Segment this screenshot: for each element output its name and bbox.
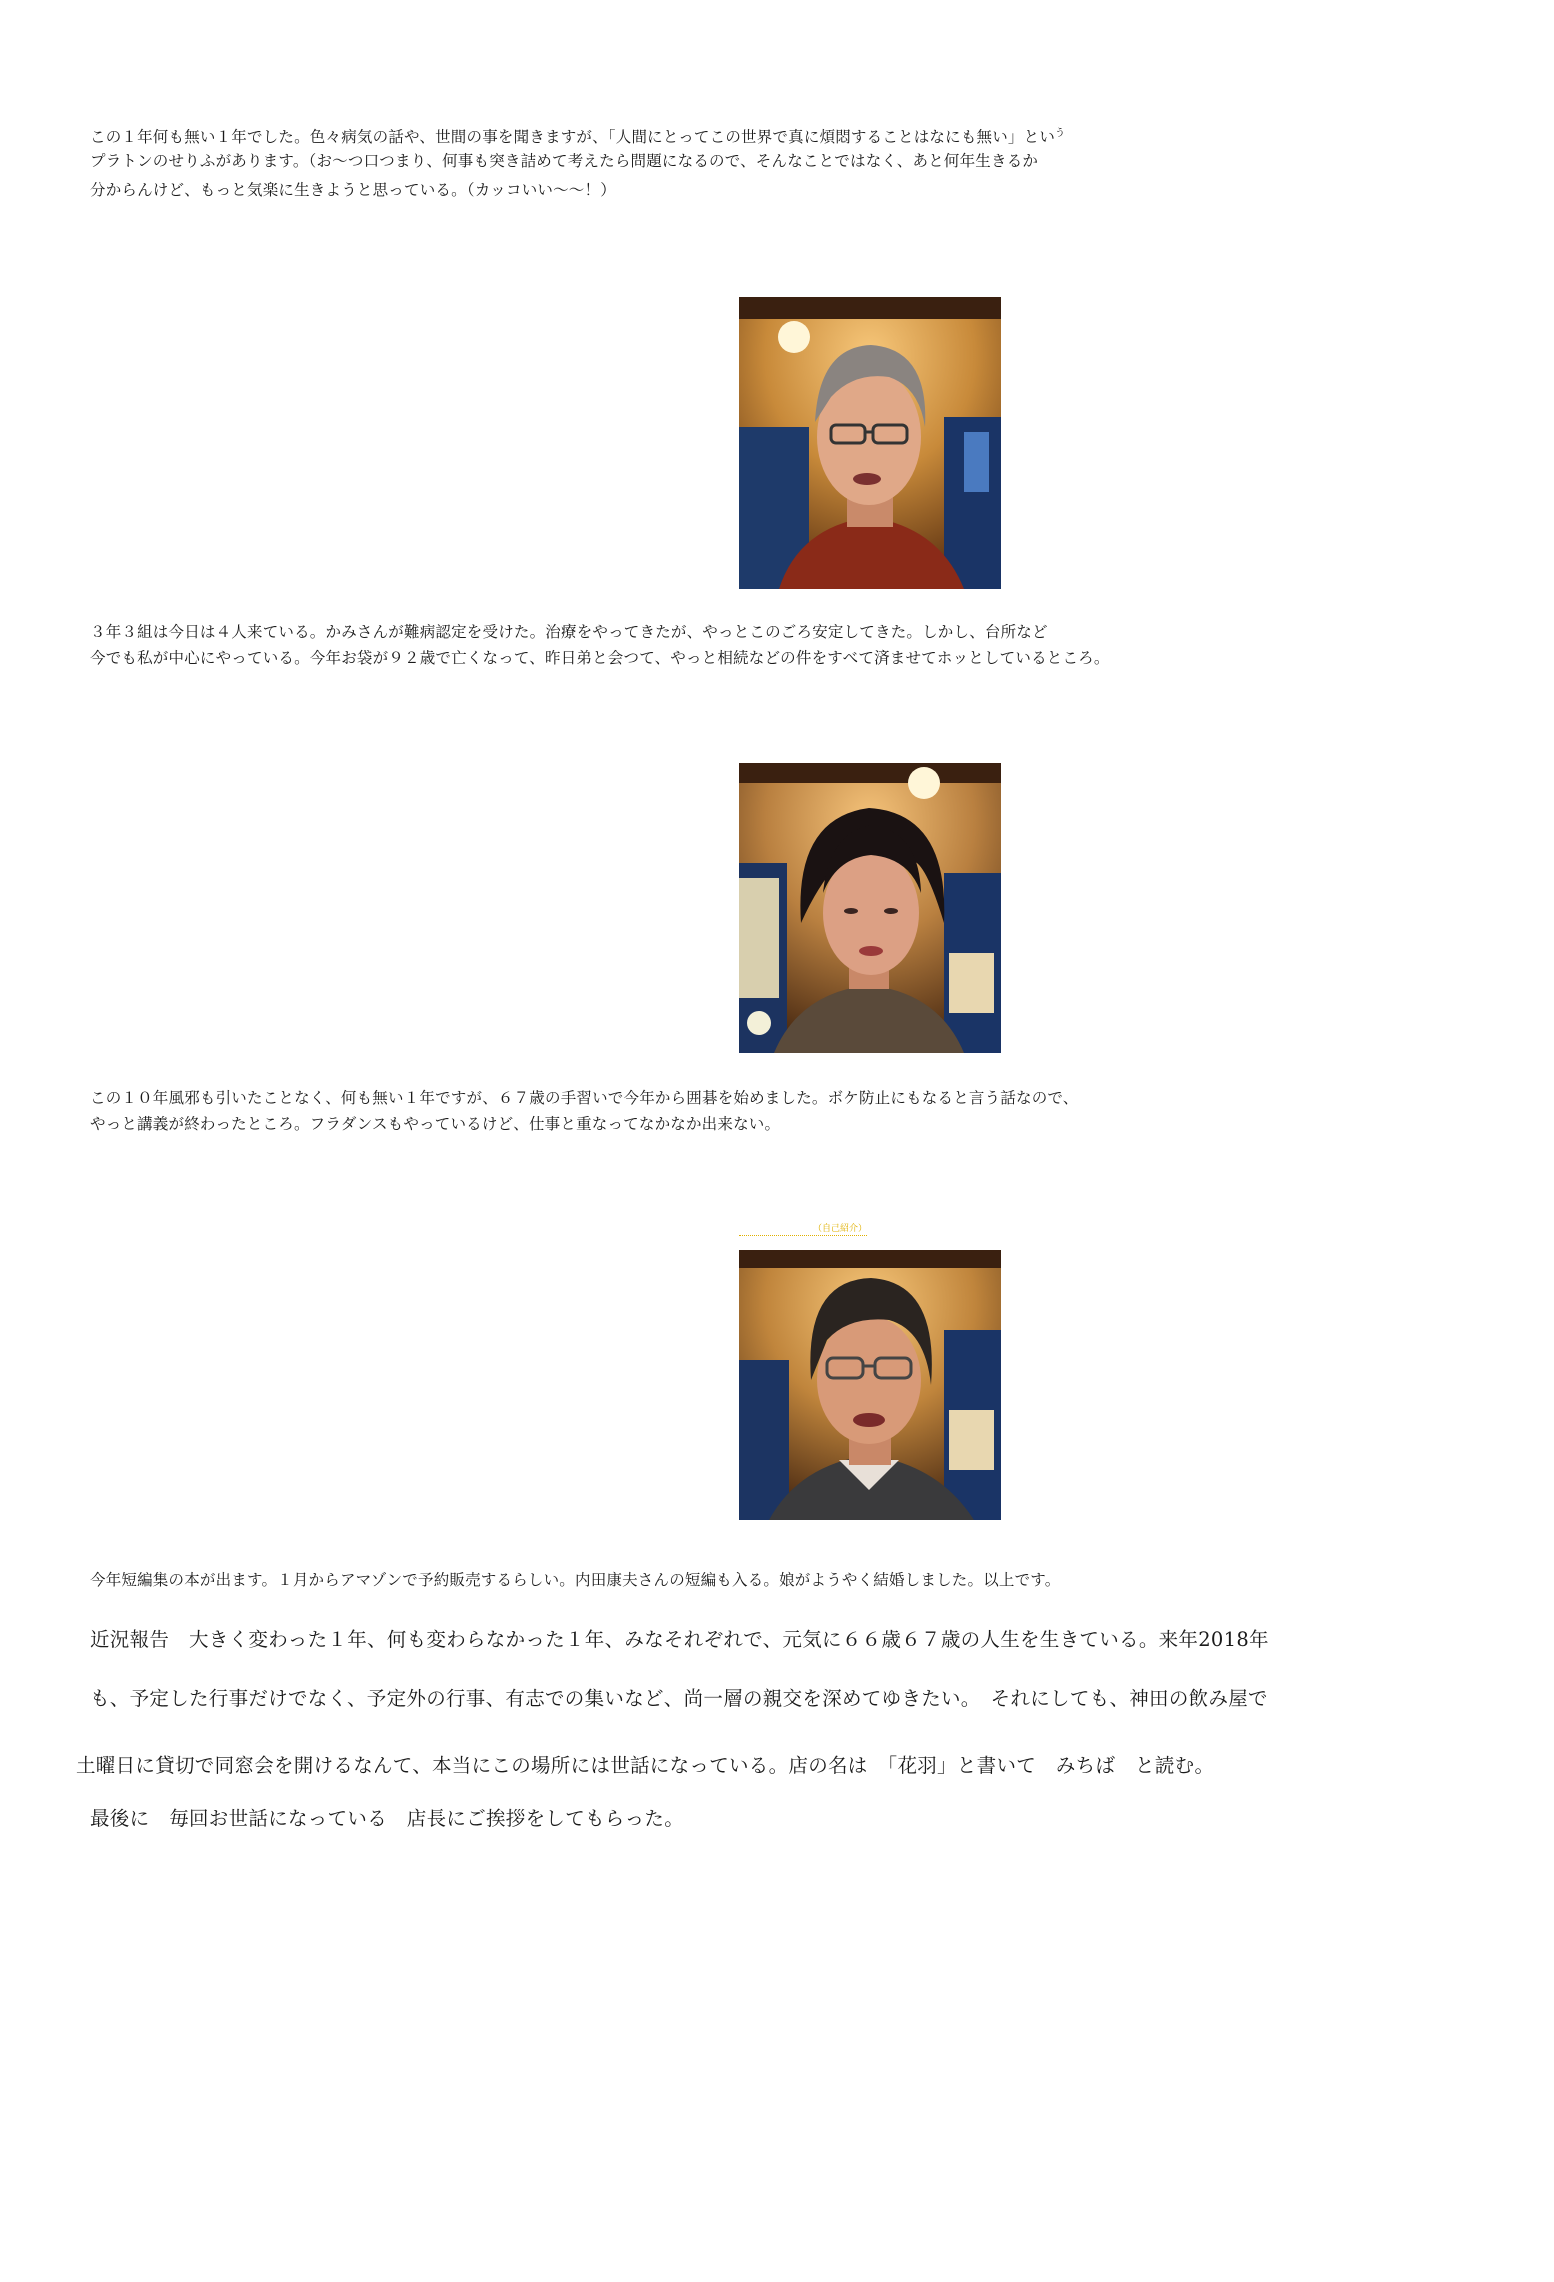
photo-caption-tag: （自己紹介） [739, 1223, 867, 1236]
photo-woman [739, 763, 1001, 1053]
photo-man-glasses-2 [739, 1250, 1001, 1520]
intro-line-3: 分からんけど、もっと気楽に生きようと思っている。（カッコいい〜〜！） [90, 181, 616, 199]
intro-line-1-text: この１年何も無い１年でした。色々病気の話や、世間の事を聞きますが、「人間にとってこの世界で真に煩悶することはなにも無い」とい [90, 128, 1056, 147]
report-line-4: 最後に 毎回お世話になっている 店長にご挨拶をしてもらった。 [90, 1807, 685, 1830]
intro-line-1 [90, 124, 1065, 147]
block3-line-1: この１０年風邪も引いたことなく、何も無い１年ですが、６７歳の手習いで今年から囲碁を始めました。ボケ防止にもなると言う話なので、 [90, 1089, 1079, 1107]
block3-line-2: やっと講義が終わったところ。フラダンスもやっているけど、仕事と重なってなかなか出来ない。 [90, 1115, 781, 1133]
block2-line-1: ３年３組は今日は４人来ている。かみさんが難病認定を受けた。治療をやってきたが、やっとこのごろ安定してきた。しかし、台所など [90, 623, 1048, 641]
intro-line-2: プラトンのせりふがあります。（お〜つ口つまり、何事も突き詰めて考えたら問題になるので、そんなことではなく、あと何年生きるか [90, 152, 1039, 170]
photo-man-glasses-1 [739, 297, 1001, 589]
block4-line-1: 今年短編集の本が出ます。１月からアマゾンで予約販売するらしい。内田康夫さんの短編も入る。娘がようやく結婚しました。以上です。 [90, 1571, 1061, 1589]
block2-line-2: 今でも私が中心にやっている。今年お袋が９２歳で亡くなって、昨日弟と会つて、やっと相続などの件をすべて済ませてホッとしているところ。 [90, 649, 1110, 667]
intro-line-1-sup: う [1055, 128, 1066, 139]
report-line-1: 近況報告 大きく変わった１年、何も変わらなかった１年、みなそれぞれで、元気に６６歳６７歳の人生を生きている。来年2018年 [90, 1628, 1269, 1651]
report-line-2: も、予定した行事だけでなく、予定外の行事、有志での集いなど、尚一層の親交を深めてゆきたい。 それにしても、神田の飲み屋で [90, 1687, 1268, 1710]
report-line-3: 土曜日に貸切で同窓会を開けるなんて、本当にこの場所には世話になっている。店の名は 「花羽」と書いて みちば と読む。 [76, 1754, 1215, 1777]
